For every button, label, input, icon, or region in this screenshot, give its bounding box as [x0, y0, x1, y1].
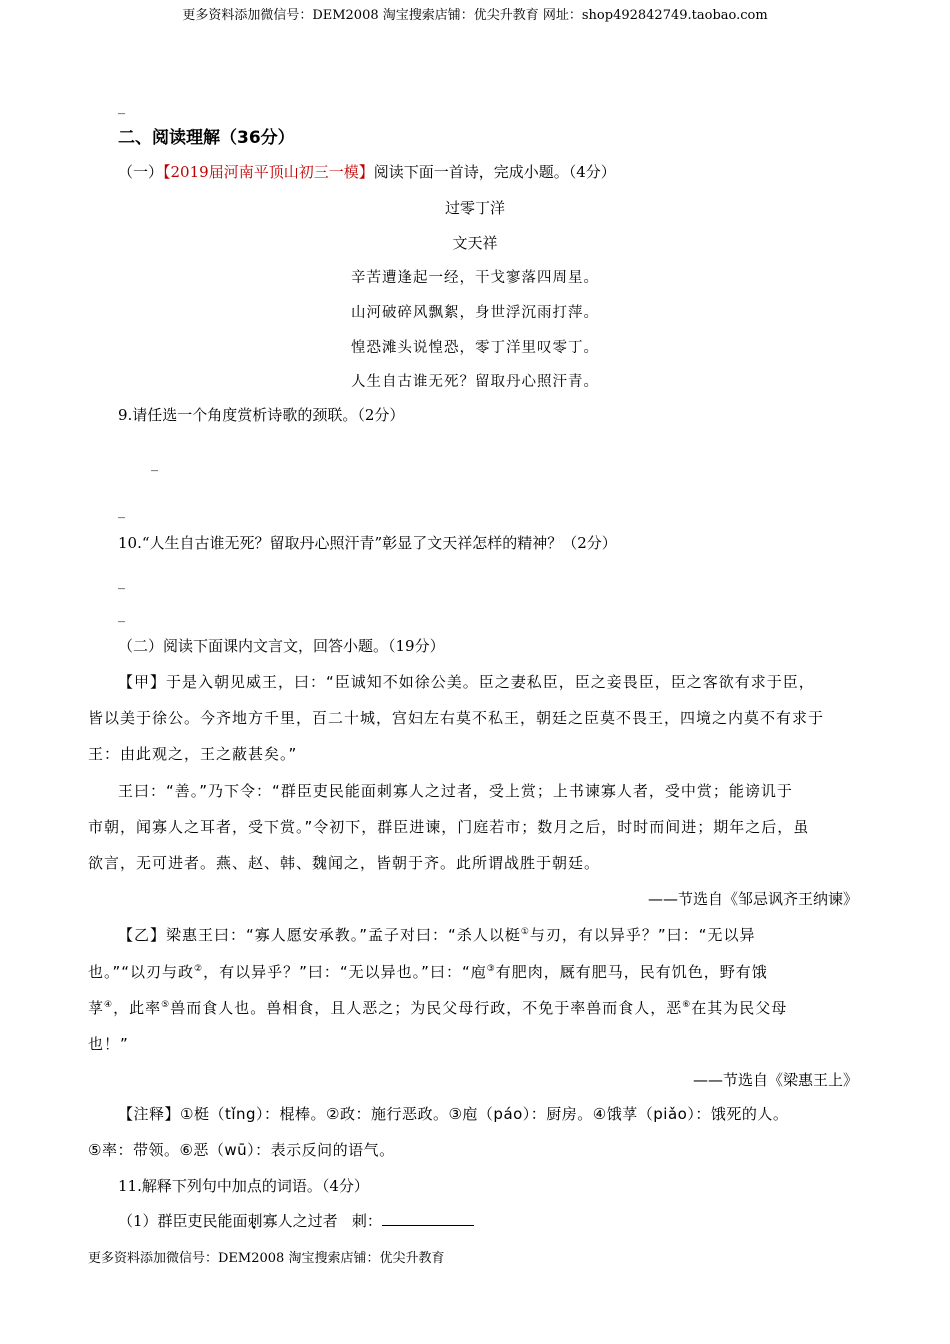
poem-line: 人生自古谁无死？留取丹心照汗青。: [351, 374, 599, 390]
jia-line: 皆以美于徐公。今齐地方千里，百二十城，宫妇左右莫不私王，朝廷之臣莫不畏王，四境之内莫不有求于: [88, 709, 825, 727]
section-title: 二、阅读理解（36分）: [118, 128, 295, 148]
poem-title: 过零丁洋: [444, 199, 505, 217]
notes-line: 【注释】①梃（tǐng）：棍棒。②政：施行恶政。③庖（páo）：厨房。④饿莩（piǎo）：饿死的人。: [118, 1105, 789, 1123]
jia-line: 王：由此观之，王之蔽甚矣。”: [88, 745, 298, 763]
yi-line: 也！”: [88, 1035, 129, 1053]
dotted-word: 刺: [247, 1212, 263, 1230]
answer-line: _: [151, 456, 158, 472]
yi-line: 【乙】梁惠王曰：“寡人愿安承教。”孟子对曰：“杀人以梃①与刃，有以异乎？”曰：“无以异: [118, 926, 756, 944]
answer-line: _: [118, 607, 125, 623]
notes-line: ⑤率：带领。⑥恶（wū）：表示反问的语气。: [88, 1141, 395, 1159]
part1-instruction: 阅读下面一首诗，完成小题。（4分）: [373, 163, 616, 181]
poem-line: 山河破碎风飘絮，身世浮沉雨打萍。: [351, 305, 599, 321]
yi-line: 也。”“以刃与政②，有以异乎？”曰：“无以异也。”曰：“庖③有肥肉，厩有肥马，民有饥色，野有饿: [88, 963, 768, 981]
question-10: 10.“人生自古谁无死？留取丹心照汗青”彰显了文天祥怎样的精神？（2分）: [118, 534, 617, 552]
answer-line: _: [118, 574, 125, 590]
part1-heading: [118, 161, 616, 182]
yi-source: ——节选自《梁惠王上》: [692, 1071, 858, 1089]
jia-line: 欲言，无可进者。燕、赵、韩、魏闻之，皆朝于齐。此所谓战胜于朝廷。: [88, 854, 601, 872]
part1-source: 【2019届河南平顶山初三一模】: [163, 163, 374, 181]
answer-line: _: [118, 503, 125, 519]
yi-line: 莩④，此率⑤兽而食人也。兽相食，且人恶之；为民父母行政，不免于率兽而食人，恶⑥在其为民父母: [88, 999, 788, 1017]
question-9: 9.请任选一个角度赏析诗歌的颈联。（2分）: [118, 406, 405, 424]
jia-source: ——节选自《邹忌讽齐王纳谏》: [647, 890, 858, 908]
question-11: 11.解释下列句中加点的词语。（4分）: [118, 1177, 369, 1195]
poem-line: 惶恐滩头说惶恐，零丁洋里叹零丁。: [351, 340, 599, 356]
poem-line: 辛苦遭逢起一经，干戈寥落四周星。: [351, 270, 599, 286]
part2-heading: （二）阅读下面课内文言文，回答小题。（19分）: [118, 637, 445, 655]
page-footer: 更多资料添加微信号：DEM2008 淘宝搜索店铺：优尖升教育: [88, 1251, 445, 1266]
jia-line: 市朝，闻寡人之耳者，受下赏。”令初下，群臣进谏，门庭若市；数月之后，时时而间进；期年之后，虽: [88, 818, 810, 836]
question-11-item-1: （1）群臣吏民能面刺寡人之过者 刺：: [118, 1210, 474, 1231]
jia-line: 王曰：“善。”乃下令：“群臣吏民能面刺寡人之过者，受上赏；上书谏寡人者，受中赏；能谤讥于: [118, 782, 793, 800]
jia-line: 【甲】于是入朝见威王，曰：“臣诚知不如徐公美。臣之妻私臣，臣之妾畏臣，臣之客欲有求于臣，: [118, 673, 815, 691]
dash-mark: _: [118, 99, 125, 115]
part1-prefix: （一）: [118, 163, 164, 181]
answer-blank[interactable]: [382, 1211, 474, 1226]
page-header: 更多资料添加微信号：DEM2008 淘宝搜索店铺：优尖升教育 网址：shop492842749.taobao.com: [182, 8, 768, 23]
poem-author: 文天祥: [452, 234, 498, 252]
